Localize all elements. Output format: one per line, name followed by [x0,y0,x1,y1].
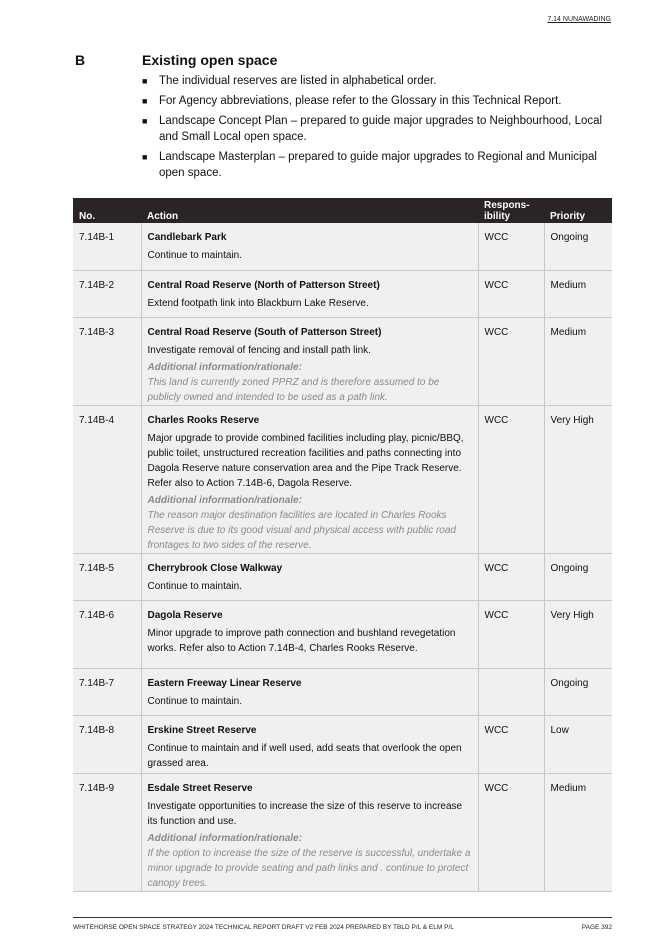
priority: Very High [544,600,612,668]
responsibility: WCC [478,600,544,668]
header-no: No. [73,198,141,223]
bullet-text: Landscape Concept Plan – prepared to guide major upgrades to Neighbourhood, Local and Small Local open space. [159,115,603,143]
responsibility: WCC [478,715,544,773]
responsibility: WCC [478,317,544,405]
page-number: PAGE 392 [581,924,612,931]
responsibility: WCC [478,405,544,553]
action-cell [141,715,478,773]
action-description: Continue to maintain. [147,580,243,592]
priority: Low [544,715,612,773]
table-row [73,223,612,270]
table-row [73,317,612,405]
actions-table [73,198,612,892]
action-description: Extend footpath link into Blackburn Lake Reserve. [147,297,369,309]
action-number: 7.14B-8 [73,715,141,773]
section-title: Existing open space [142,52,278,68]
action-cell [141,773,478,891]
action-number: 7.14B-3 [73,317,141,405]
bullet-icon: ■ [142,116,148,126]
header-action: Action [141,198,478,223]
table-row [73,405,612,553]
action-description: Continue to maintain. [147,695,243,707]
action-description: Investigate removal of fencing and install path link. [147,344,371,356]
action-cell [141,405,478,553]
action-number: 7.14B-9 [73,773,141,891]
action-number: 7.14B-1 [73,223,141,270]
action-title: Charles Rooks Reserve [147,414,260,426]
bullet-icon: ■ [142,152,148,162]
additional-info-label: Additional information/rationale: [147,361,302,373]
priority: Very High [544,405,612,553]
action-cell [141,668,478,715]
action-title: Eastern Freeway Linear Reserve [147,677,302,689]
table-body [73,223,612,891]
action-title: Central Road Reserve (North of Patterson Street) [147,279,380,291]
action-number: 7.14B-7 [73,668,141,715]
action-description: Continue to maintain. [147,250,243,261]
table-row [73,668,612,715]
table-row [73,773,612,891]
bullet-item [142,93,622,109]
action-title: Cherrybrook Close Walkway [147,562,283,574]
bullet-item [142,73,622,89]
responsibility [478,668,544,715]
action-description: Continue to maintain and if well used, add seats that overlook the open grassed area. [147,742,462,769]
action-cell [141,317,478,405]
bullet-text: The individual reserves are listed in alphabetical order. [159,75,437,87]
action-title: Erskine Street Reserve [147,724,257,736]
action-description: Major upgrade to provide combined facilities including play, picnic/BBQ, public toilet, unstructured recreation facilities and paths connecting into Dagola Reserve nature conservation area and the Pipe Track Reserve. Refer also to Action 7.14B-6, Dagola Reserve. [147,432,464,489]
header-responsibility: Respons- ibility [478,198,544,223]
additional-info-text: The reason major destination facilities are located in Charles Rooks Reserve is due to its good visual and physical access with public road frontages to two sides of the reserve. [147,509,456,551]
bullet-text: For Agency abbreviations, please refer to the Glossary in this Technical Report. [159,95,562,107]
section-letter: B [75,52,86,68]
header-priority: Priority [544,198,612,223]
table-header-row [73,198,612,223]
bullet-item [142,149,622,181]
additional-info-label: Additional information/rationale: [147,494,302,506]
action-title: Candlebark Park [147,232,227,243]
action-description: Investigate opportunities to increase the size of this reserve to increase its function and use. [147,800,463,827]
bullet-icon: ■ [142,76,148,86]
table-row [73,600,612,668]
bullet-text: Landscape Masterplan – prepared to guide major upgrades to Regional and Municipal open space. [159,151,597,179]
table-row [73,553,612,600]
table-row [73,270,612,317]
additional-info-label: Additional information/rationale: [147,832,302,844]
action-number: 7.14B-5 [73,553,141,600]
additional-info-text: This land is currently zoned PPRZ and is therefore assumed to be publicly owned and intended to be used as a path link. [147,376,440,403]
priority: Medium [544,270,612,317]
action-number: 7.14B-4 [73,405,141,553]
action-title: Dagola Reserve [147,609,223,621]
priority: Medium [544,773,612,891]
intro-bullet-list [142,73,622,185]
action-number: 7.14B-6 [73,600,141,668]
table-row [73,715,612,773]
priority: Ongoing [544,668,612,715]
responsibility: WCC [478,223,544,270]
bullet-icon: ■ [142,96,148,106]
responsibility: WCC [478,553,544,600]
additional-info-text: If the option to increase the size of the reserve is successful, undertake a minor upgrade to provide seating and path links and . continue to protect canopy trees. [147,847,471,889]
action-cell [141,223,478,270]
priority: Medium [544,317,612,405]
priority: Ongoing [544,223,612,270]
action-title: Central Road Reserve (South of Patterson Street) [147,326,382,338]
footer-text: WHITEHORSE OPEN SPACE STRATEGY 2024 TECHNICAL REPORT DRAFT V2 FEB 2024 PREPARED BY TBLD P/L & ELM P/L [73,924,454,931]
bullet-item [142,113,622,145]
action-cell [141,270,478,317]
priority: Ongoing [544,553,612,600]
running-header: 7.14 NUNAWADING [547,16,611,23]
action-description: Minor upgrade to improve path connection and bushland revegetation works. Refer also to Action 7.14B-4, Charles Rooks Reserve. [147,627,456,654]
action-cell [141,553,478,600]
action-title: Esdale Street Reserve [147,782,253,794]
responsibility: WCC [478,773,544,891]
responsibility: WCC [478,270,544,317]
footer-divider [73,917,612,918]
action-cell [141,600,478,668]
action-number: 7.14B-2 [73,270,141,317]
